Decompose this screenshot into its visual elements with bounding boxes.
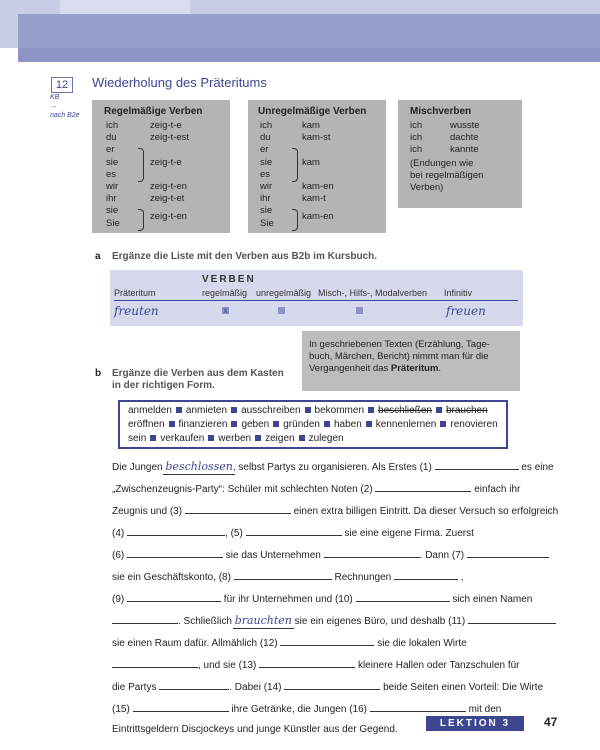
text-segment: einen extra billigen Eintritt. Da dieser Versuch so erfolgreich [293, 506, 559, 517]
text-segment: sie eine eigene Firma. Zuerst [344, 528, 474, 539]
filled-answer: brauchten [234, 614, 292, 627]
brace-er-sie-es-irregular [292, 148, 298, 182]
separator-square-icon [368, 407, 374, 413]
verb-form: zeig-t-en [150, 181, 187, 192]
pronoun: sie [106, 205, 119, 217]
text-segment: Eintrittsgeldern Discjockeys und junge Künstler aus der Gegend. [112, 724, 398, 735]
text-segment: kleinere Hallen oder Tanzschulen für [357, 660, 520, 671]
gap-5[interactable] [246, 526, 342, 536]
page-title: Wiederholung des Präteritums [92, 75, 267, 90]
gap-example-filled-2[interactable] [235, 615, 292, 628]
info-box-text [309, 339, 490, 375]
verb-form: zeig-t-en [150, 211, 187, 223]
verb-form: kam-en [302, 211, 334, 223]
text-segment: einfach ihr [474, 484, 521, 495]
word-option[interactable]: brauchen [445, 405, 488, 416]
ref-label: KB [50, 94, 60, 101]
word-option[interactable]: eröffnen [128, 419, 165, 430]
gap-12b[interactable] [112, 658, 198, 668]
verb-form: kannte [450, 144, 479, 156]
pronoun: sie [260, 205, 273, 217]
checkbox-mischverben[interactable] [356, 307, 363, 314]
gap-7[interactable] [467, 548, 549, 558]
word-option[interactable]: anmieten [185, 405, 228, 416]
word-box-line-3 [128, 432, 498, 446]
gap-13b[interactable] [159, 680, 229, 690]
gap-1[interactable] [435, 460, 519, 470]
top-banner-stripe-lower [18, 48, 600, 62]
word-option[interactable]: haben [333, 419, 362, 430]
gap-13[interactable] [259, 658, 355, 668]
pronoun: er [260, 144, 269, 156]
text-segment: ihre Getränke, die Jungen (16) [231, 704, 367, 715]
verb-form: kam [302, 156, 320, 168]
separator-square-icon [169, 421, 175, 427]
text-line-12 [112, 702, 501, 716]
word-box-line-1 [128, 404, 498, 418]
pronoun: es [106, 168, 117, 180]
pronoun: ich [410, 120, 423, 131]
gap-example-filled[interactable] [165, 461, 232, 474]
text-segment: für ihr Unternehmen und (10) [223, 594, 353, 605]
task-b-letter: b [95, 368, 102, 379]
brace-er-sie-es-regular [138, 148, 144, 182]
separator-square-icon [150, 435, 156, 441]
mixed-verbs-note: Verben) [410, 182, 444, 193]
gap-4[interactable] [127, 526, 225, 536]
separator-square-icon [255, 435, 261, 441]
text-segment: (4) [112, 528, 125, 539]
info-keyword: Präteritum [390, 363, 439, 374]
pronoun: sie [260, 156, 273, 168]
text-line-8 [112, 614, 556, 628]
verb-form: wusste [450, 120, 480, 131]
text-segment: die Partys [112, 682, 157, 693]
col-regelmaessig: regelmäßig [202, 288, 248, 298]
col-unregelmaessig: unregelmäßig [256, 288, 312, 298]
pronoun: ich [410, 132, 423, 144]
info-line-2: buch, Märchen, Bericht) nimmt man für die [309, 351, 489, 362]
separator-square-icon [440, 421, 446, 427]
task-a-letter: a [95, 251, 101, 262]
text-line-9 [112, 636, 467, 650]
ref-arrow-icon: → [50, 103, 57, 110]
separator-square-icon [299, 435, 305, 441]
pronoun: es [260, 168, 271, 180]
task-a-instruction: Ergänze die Liste mit den Verben aus B2b im Kursbuch. [112, 251, 378, 262]
gap-16[interactable] [370, 702, 466, 712]
separator-square-icon [231, 407, 237, 413]
text-line-7 [112, 592, 532, 606]
verb-form: kam-st [302, 132, 331, 144]
pronoun: Sie [106, 217, 120, 229]
text-segment: sie ein eigenes Büro, und deshalb (11) [294, 616, 466, 627]
separator-square-icon [366, 421, 372, 427]
word-option[interactable]: werben [218, 433, 252, 444]
gap-6b[interactable] [324, 548, 420, 558]
text-line-10 [112, 658, 520, 672]
info-line-3-end: . [438, 363, 442, 374]
word-option[interactable]: finanzieren [178, 419, 228, 430]
gap-11[interactable] [468, 614, 556, 624]
text-segment: sie ein Geschäftskonto, (8) [112, 572, 231, 583]
pronoun: ich [410, 144, 423, 156]
separator-square-icon [324, 421, 330, 427]
text-segment: sie die lokalen Wirte [377, 638, 467, 649]
section-reference [50, 93, 90, 120]
ref-target: nach B2e [50, 112, 80, 119]
separator-square-icon [176, 407, 182, 413]
text-segment: mit den [468, 704, 502, 715]
gap-3[interactable] [185, 504, 291, 514]
task-b-instruction-1: Ergänze die Verben aus dem Kasten [112, 368, 284, 379]
verb-form: dachte [450, 132, 479, 144]
regular-verbs-header: Regelmäßige Verben [104, 106, 203, 117]
text-segment: Rechnungen [334, 572, 392, 583]
word-option[interactable]: zeigen [265, 433, 295, 444]
verb-table-rule [114, 300, 518, 301]
word-box-line-2 [128, 418, 498, 432]
text-segment: , (5) [225, 528, 243, 539]
text-line-4 [112, 526, 474, 540]
verb-form: kam-t [302, 193, 326, 205]
pronoun: wir [106, 181, 119, 192]
word-option[interactable]: bekommen [314, 405, 365, 416]
text-segment: . Dann (7) [419, 550, 465, 561]
text-segment: es eine [521, 462, 554, 473]
page-number: 47 [544, 715, 558, 729]
info-line-3-text: Vergangenheit das [309, 363, 391, 374]
info-line-3 [309, 363, 490, 375]
word-option[interactable]: zulegen [308, 433, 344, 444]
word-option[interactable]: beschließen [378, 405, 432, 416]
section-number: 12 [51, 77, 73, 93]
brace-sie-Sie-irregular [292, 209, 298, 231]
verb-form: kam-en [302, 181, 334, 192]
filled-answer: beschlossen [165, 460, 233, 473]
text-segment: sie einen Raum dafür. Allmählich (12) [112, 638, 278, 649]
word-option[interactable]: renovieren [450, 419, 498, 430]
col-infinitiv: Infinitiv [444, 288, 473, 298]
checkbox-regelmaessig[interactable]: x [223, 306, 228, 315]
text-line-6 [112, 570, 464, 584]
text-line-13 [112, 724, 398, 736]
gap-8b[interactable] [394, 570, 458, 580]
text-line-1 [112, 460, 554, 474]
text-segment: , und sie (13) [198, 660, 257, 671]
text-segment: „Zwischenzeugnis-Party“: Schüler mit schlechten Noten (2) [112, 484, 373, 495]
gap-14[interactable] [284, 680, 380, 690]
gap-8[interactable] [234, 570, 332, 580]
gap-6[interactable] [127, 548, 223, 558]
text-line-5 [112, 548, 549, 562]
word-option[interactable]: ausschreiben [241, 405, 301, 416]
pronoun: sie [106, 156, 119, 168]
text-segment: . Dabei (14) [229, 682, 282, 693]
text-segment: , [460, 572, 464, 583]
verb-table-group-header: VERBEN [202, 274, 256, 285]
gap-15[interactable] [133, 702, 229, 712]
text-line-11 [112, 680, 543, 694]
word-option[interactable]: anmelden [128, 405, 172, 416]
text-segment: (6) [112, 550, 125, 561]
text-segment: sich einen Namen [452, 594, 533, 605]
irregular-verbs-header: Unregelmäßige Verben [258, 106, 367, 117]
separator-square-icon [273, 421, 279, 427]
verb-form: zeig-t-et [150, 193, 185, 205]
gap-2[interactable] [375, 482, 471, 492]
pronoun: du [106, 132, 117, 144]
text-segment: (9) [112, 594, 125, 605]
gap-12[interactable] [280, 636, 374, 646]
info-line-1: In geschriebenen Texten (Erzählung, Tage- [309, 339, 490, 350]
example-infinitiv: freuen [446, 304, 486, 318]
text-segment: . Schließlich [178, 616, 232, 627]
text-line-2 [112, 482, 520, 496]
text-segment: Die Jungen [112, 462, 163, 473]
text-segment: Zeugnis und (3) [112, 506, 183, 517]
col-mischverben: Misch-, Hilfs-, Modalverben [318, 288, 428, 298]
brace-sie-Sie-regular [138, 209, 144, 231]
example-praeteritum: freuten [114, 304, 159, 318]
text-segment: (15) [112, 704, 130, 715]
word-option[interactable]: sein [128, 433, 147, 444]
pronoun: ich [106, 120, 119, 131]
mixed-verbs-header: Mischverben [410, 106, 472, 117]
mixed-verbs-note: (Endungen wie [410, 158, 474, 169]
text-segment: beide Seiten einen Vorteil: Die Wirte [383, 682, 544, 693]
word-box-lines [128, 404, 498, 446]
separator-square-icon [436, 407, 442, 413]
verb-form: kam [302, 120, 320, 131]
verb-form: zeig-t-est [150, 132, 190, 144]
word-option[interactable]: kennenlernen [375, 419, 437, 430]
text-segment: , selbst Partys zu organisieren. Als Erstes (1) [232, 462, 432, 473]
separator-square-icon [231, 421, 237, 427]
verb-form: zeig-t-e [150, 156, 182, 168]
pronoun: ihr [106, 193, 117, 205]
word-option[interactable]: gründen [283, 419, 320, 430]
gap-9[interactable] [127, 592, 221, 602]
col-praeteritum: Präteritum [114, 288, 156, 298]
pronoun: du [260, 132, 271, 144]
separator-square-icon [305, 407, 311, 413]
lesson-label: LEKTION 3 [426, 716, 524, 731]
task-b-instruction-2: in der richtigen Form. [112, 380, 215, 391]
word-option[interactable]: geben [241, 419, 270, 430]
pronoun: Sie [260, 217, 274, 229]
word-option[interactable]: verkaufen [160, 433, 205, 444]
text-segment: sie das Unternehmen [225, 550, 321, 561]
verb-form: zeig-t-e [150, 120, 182, 131]
gap-10b[interactable] [112, 614, 178, 624]
separator-square-icon [208, 435, 214, 441]
text-line-3 [112, 504, 558, 518]
checkbox-unregelmaessig[interactable] [278, 307, 285, 314]
pronoun: ihr [260, 193, 271, 205]
pronoun: wir [260, 181, 273, 192]
gap-10[interactable] [356, 592, 450, 602]
pronoun: er [106, 144, 115, 156]
mixed-verbs-note: bei regelmäßigen [410, 170, 484, 181]
pronoun: ich [260, 120, 273, 131]
